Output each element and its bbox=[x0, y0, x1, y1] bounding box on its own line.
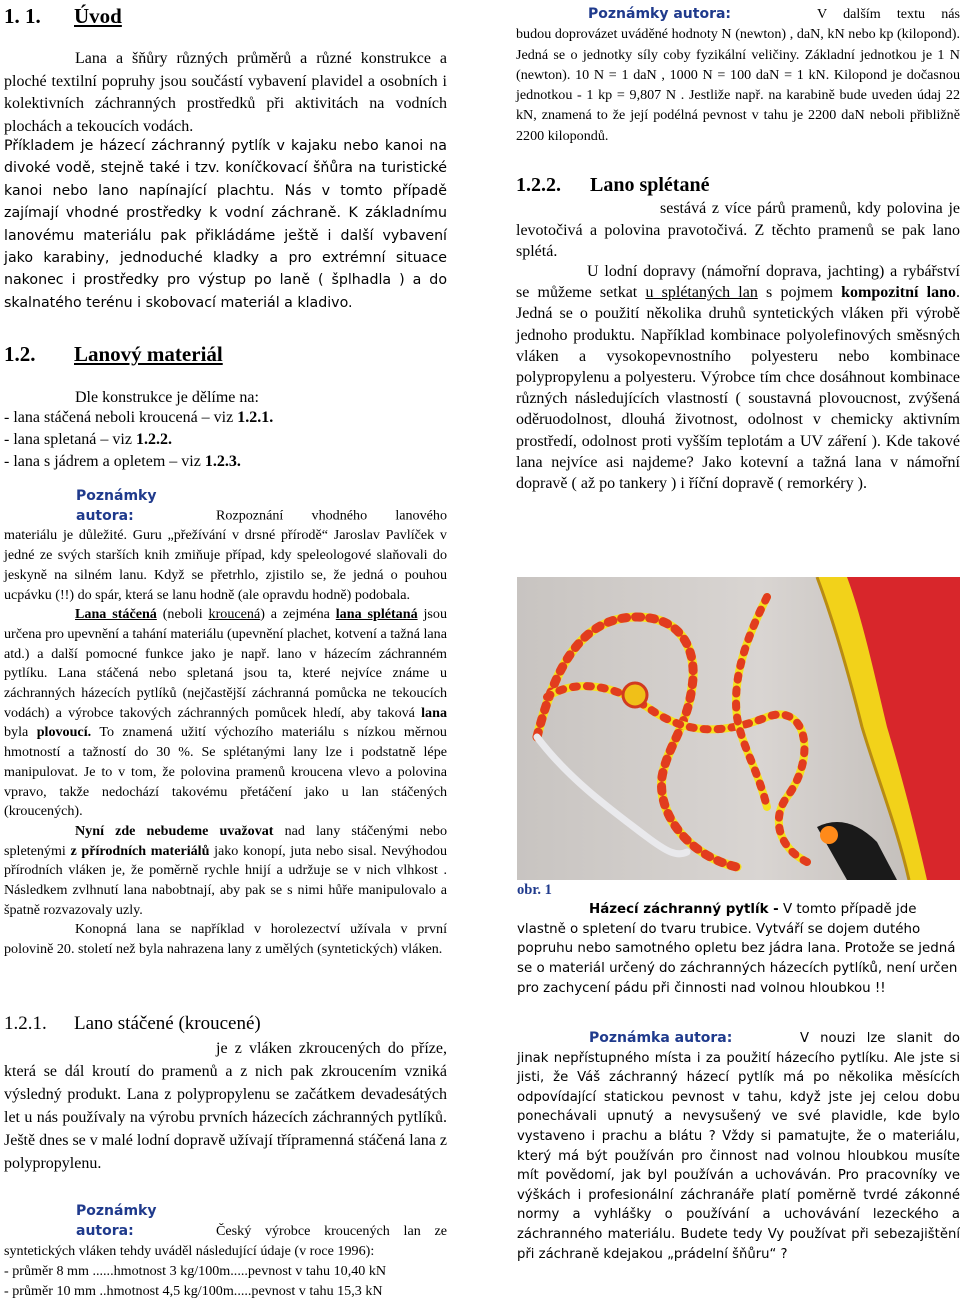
section-title: Lano splétané bbox=[590, 174, 710, 196]
note-body: jinak nepřístupného místa i za použití házecího pytlíku. Ale jste si jisti, že Váš záchranný házecí pytlík má po několika měsících odpovídající statickou pevnost v tahu, když jste jej celou dobu ponechávali upnutý a nevysušený ve své plavidle, kde bylo vystaveno i prachu a blátu ? Vždy si pamatujte, že o materiálu, který má být používán pro činnost nad volnou hloubkou musíte mít povědomí, jak byl používán a uchováván. Pro pracovníky ve výškách i profesionální záchranáře platí poměrně tvrdé zákonné normy a vyhlášky o používání a uchovávání lezeckého a záchranného materiálu. Budete tedy Vy používat při sebezajištění při záchraně kdejakou „prádelní šňůru“ ? bbox=[517, 1050, 960, 1262]
section-number: 1.2.1. bbox=[4, 1013, 47, 1034]
section-title-suffix: (kroucené) bbox=[173, 1013, 261, 1034]
paragraph-lano-stacene: je z vláken zkroucených do příze, která se dál kroutí do pramenů a z nich pak zkroucením vzniká výsledný produkt. Lana z polypropylenu se začátkem devadesátých let u nás používaly na výrobu prvních házecích záchranných pytlíků. Ještě dnes se v malé lodní dopravě užívají třípramenná stáčená lana z polypropylenu. bbox=[4, 1040, 447, 1172]
section-title: Lanový materiál bbox=[74, 342, 223, 366]
note-lead: V nouzi lze slanit do bbox=[800, 1031, 960, 1046]
note-lead: Rozpoznání vhodného lanového materiálu je důležité. bbox=[4, 507, 447, 544]
intro-paragraph-1: Lana a šňůry různých průměrů a různé konstrukce a ploché textilní popruhy jsou součástí vybavení plavidel a osobních i kolektivních záchranných prostředků při aktivitách na vodních plochách a tekoucích vodách. bbox=[4, 50, 447, 135]
section-heading-uvod bbox=[4, 4, 122, 29]
figure-caption-text: V tomto případě jde vlastně o spletení do tvaru trubice. Vytváří se dojem dutého popruhu nebo samotného opletu bez jádra lana. Protože se jedná se o materiál určený do záchranných házecích pytlíků, není určen pro zachycení pádu při činnosti nad volnou hloubkou !! bbox=[517, 902, 958, 996]
list-item: - průměr 8 mm ......hmotnost 3 kg/100m.....pevnost v tahu 10,40 kN bbox=[4, 1263, 387, 1279]
classification-list bbox=[4, 407, 447, 473]
section-heading-lano-stacene bbox=[4, 1013, 261, 1035]
paragraph-kompozitni-lano: U lodní dopravy (námořní doprava, jachting) a rybářství se můžeme setkat u splétaných lan s pojmem kompozitní lano. Jedná se o použití několika druhů syntetických vláken při výrobě jednoho produktu. Například kombinace polyolefinových směsných vláken a vysokopevnostního polyesteru nebo kombinace polypropylenu a polyesteru. Výrobce tím chce dosáhnout kombinace různých následujících vlastností ( soustavná plovoucnost, zvýšená oděruodolnost, dlouhá životnost, odolnost v chemicky aktivním prostředí, odolnost proti vyšším teplotám a UV záření ). Kde takové lana nejvíce asi najdeme? Jako kotevní a tažná lana v námořní dopravě ( až po tankery ) i říční dopravě ( remorkéry ). bbox=[516, 263, 960, 493]
note-label: Poznámka autora: bbox=[589, 1030, 733, 1046]
classification-intro: Dle konstrukce je dělíme na: bbox=[75, 389, 259, 406]
intro-paragraph-2: Příkladem je házecí záchranný pytlík v kajaku nebo kanoi na divoké vodě, stejně také i tzv. koníčkovací šňůra na turistické kanoi nebo lano napínající plachtu. Nás v tomto případě zajímají vhodné prostředky k vodní záchraně. K základnímu lanovému materiálu pak přikládáme ještě i další vybavení jako karabiny, jednoduché kladky a pro extrémní situace nakonec i prostředky pro výstup po laně ( šplhadla ) a do skalnatého terénu i skobovací materiál a kladivo. bbox=[4, 138, 447, 311]
figure-label: obr. 1 bbox=[517, 882, 552, 898]
paragraph-lana-stacena: Lana stáčená (neboli kroucená) a zejména lana splétaná jsou určena pro upevnění a tahání materiálu (upevnění plachet, kotvení a tažná lana atd.) a další pomocné funkce jako je např. lano v házecím záchranném pytlíku. Lana stáčená nebo spletaná jsou ta, které nejvíce známe u záchranných házecích pytlíků (nejčastější záchranná pomůcka ne tekoucích vodách) a výrobce takových záchranných pomůcek hledí, aby taková lana byla plovoucí. To znamená užití výchozího materiálu s nízkou měrnou hmotností a tažností do 30 %. Se splétanými lany lze i podstatně lépe manipulovat. Je to v tom, že polovina pramenů kroucena vlevo a polovina vpravo, takže nedochází takovému přetáčení jako u lan stáčených (kroucených). bbox=[4, 606, 448, 820]
note-label: Poznámky autora: bbox=[588, 6, 732, 22]
section-title: Úvod bbox=[74, 4, 122, 28]
paragraph-konopna-lana: Konopná lana se například v horolezectví užívala v první polovině 20. století než byla nahrazena lany z umělých (syntetických) vláken. bbox=[4, 921, 447, 958]
author-note-2 bbox=[4, 1201, 447, 1301]
note-label: Poznámky autora: bbox=[76, 488, 157, 524]
paragraph-prirodni-materialy: Nyní zde nebudeme uvažovat nad lany stáčenými nebo spletenými z přírodních materiálů jako konopí, juta nebo sisal. Nevýhodou přírodních vláken je, že poměrně rychle hnijí a udržuje se v nich vlhkost . Následkem zvlhnutí lana nabobtnají, aby pak se s nimi hůře manipulovalo a špatně rozvazovaly uzly. bbox=[4, 822, 448, 918]
section-heading-lano-spletane bbox=[516, 174, 709, 197]
list-item: - lana s jádrem a opletem – viz 1.2.3. bbox=[4, 453, 241, 470]
author-note-1 bbox=[4, 487, 447, 960]
author-note-rappel bbox=[517, 1029, 960, 1264]
rope-knot bbox=[623, 683, 647, 707]
note-body: Guru „přežívání v drsné přírodě“ Jaroslav Pavlíček v jedné ze svých starších knih zmiňuje případ, kdy speleologové slaňovali do jeskyně na silném lanu. Když se přetrhlo, zjistilo se, že jedná o pouhou ucpávku (!!) do spár, která se lanu hodně (ale opravdu hodně) podobala. bbox=[4, 527, 447, 603]
throw-bag-photo bbox=[517, 577, 960, 880]
note-label: Poznámky autora: bbox=[76, 1203, 157, 1239]
list-item: - průměr 10 mm ..hmotnost 4,5 kg/100m.....pevnost v tahu 15,3 kN bbox=[4, 1283, 383, 1299]
cord-toggle bbox=[820, 826, 838, 844]
section-title: Lano stáčené bbox=[74, 1013, 174, 1034]
figure-caption bbox=[517, 900, 960, 999]
section-number: 1. 1. bbox=[4, 4, 41, 28]
list-item: - lana spletaná – viz 1.2.2. bbox=[4, 431, 172, 448]
note-body: budou doprovázet uváděné hodnoty N (newton) , daN, kN nebo kp (kilopond). Jedná se o jednotky síly coby fyzikální veličiny. Základní jednotkou je 1 N (newton). 10 N = 1 daN , 1000 N = 100 daN = 1 kN. Kilopond je dočasnou jednotkou - 1 kp = 9,807 N . Jestliže např. na karabině bude uveden údaj 22 kN, znamená to že její podélná pevnost v tahu je 2200 daN neboli přibližně 2200 kilopondů. bbox=[516, 26, 960, 144]
author-note-units bbox=[516, 4, 960, 146]
section-number: 1.2. bbox=[4, 342, 36, 366]
figure-caption-title: Házecí záchranný pytlík - bbox=[589, 902, 779, 917]
list-item: - lana stáčená neboli kroucená – viz 1.2.1. bbox=[4, 409, 274, 426]
section-heading-lanovy-material bbox=[4, 342, 223, 367]
paragraph-lano-spletane: sestává z více párů pramenů, kdy polovina je levotočivá a polovina pravotočivá. Z těchto pramenů se pak lano splétá. bbox=[516, 200, 960, 260]
section-number: 1.2.2. bbox=[516, 174, 561, 196]
note-text: Český výrobce kroucených lan ze syntetických vláken tehdy uváděl následující údaje (v roce 1996): bbox=[4, 1223, 447, 1259]
note-lead: V dalším textu nás bbox=[817, 6, 960, 22]
